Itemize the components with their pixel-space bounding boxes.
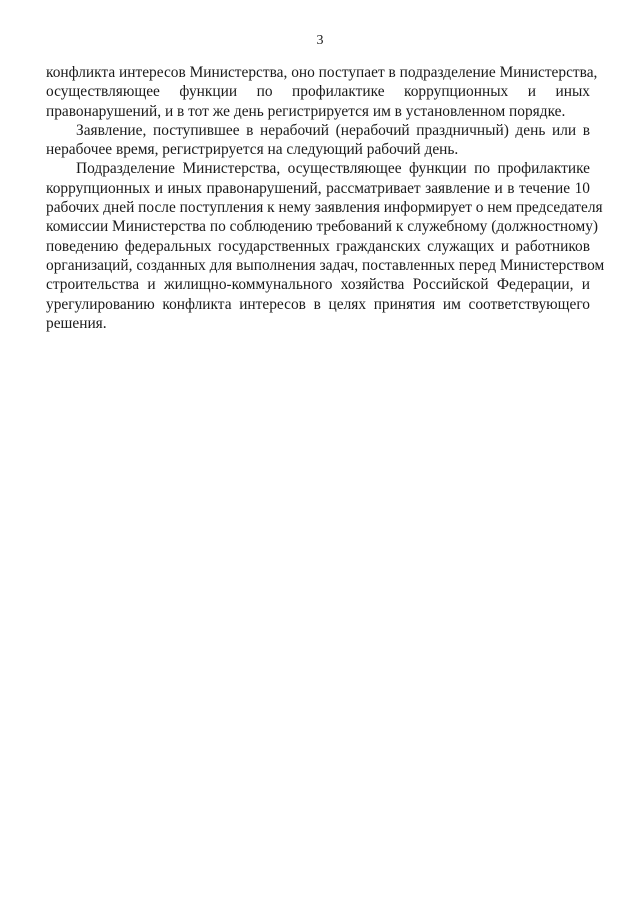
paragraph-3-line-6: организаций, созданных для выполнения задач, поставленных перед Министерством [46, 256, 605, 274]
page-number: 3 [316, 33, 324, 48]
paragraph-3-line-5: поведению федеральных государственных гражданских служащих и работников [46, 237, 590, 255]
paragraph-1-line-1: конфликта интересов Министерства, оно поступает в подразделение Министерства, [46, 64, 598, 81]
paragraph-3-line-7: строительства и жилищно-коммунального хозяйства Российской Федерации, и [46, 276, 590, 294]
paragraph-3-line-3: рабочих дней после поступления к нему заявления информирует о нем председателя [46, 199, 603, 217]
paragraph-3-line-9: решения. [46, 314, 107, 332]
paragraph-1-line-3: правонарушений, и в тот же день регистрируется им в установленном порядке. [46, 102, 566, 120]
paragraph-3-line-8: урегулированию конфликта интересов в целях принятия им соответствующего [46, 295, 590, 313]
paragraph-2 [46, 121, 590, 160]
paragraph-3-line-1: Подразделение Министерства, осуществляющее функции по профилактике [76, 160, 590, 178]
paragraph-3-line-4: комиссии Министерства по соблюдению требований к служебному (должностному) [46, 218, 599, 236]
paragraph-2-line-2: нерабочее время, регистрируется на следующий рабочий день. [46, 141, 459, 159]
paragraph-1 [46, 63, 598, 121]
paragraph-1-line-2: осуществляющее функции по профилактике коррупционных и иных [46, 83, 590, 101]
document-body [46, 63, 605, 333]
paragraph-3-line-2: коррупционных и иных правонарушений, рассматривает заявление и в течение 10 [46, 179, 590, 197]
paragraph-2-line-1: Заявление, поступившее в нерабочий (нерабочий праздничный) день или в [76, 121, 590, 139]
paragraph-3 [46, 159, 605, 333]
